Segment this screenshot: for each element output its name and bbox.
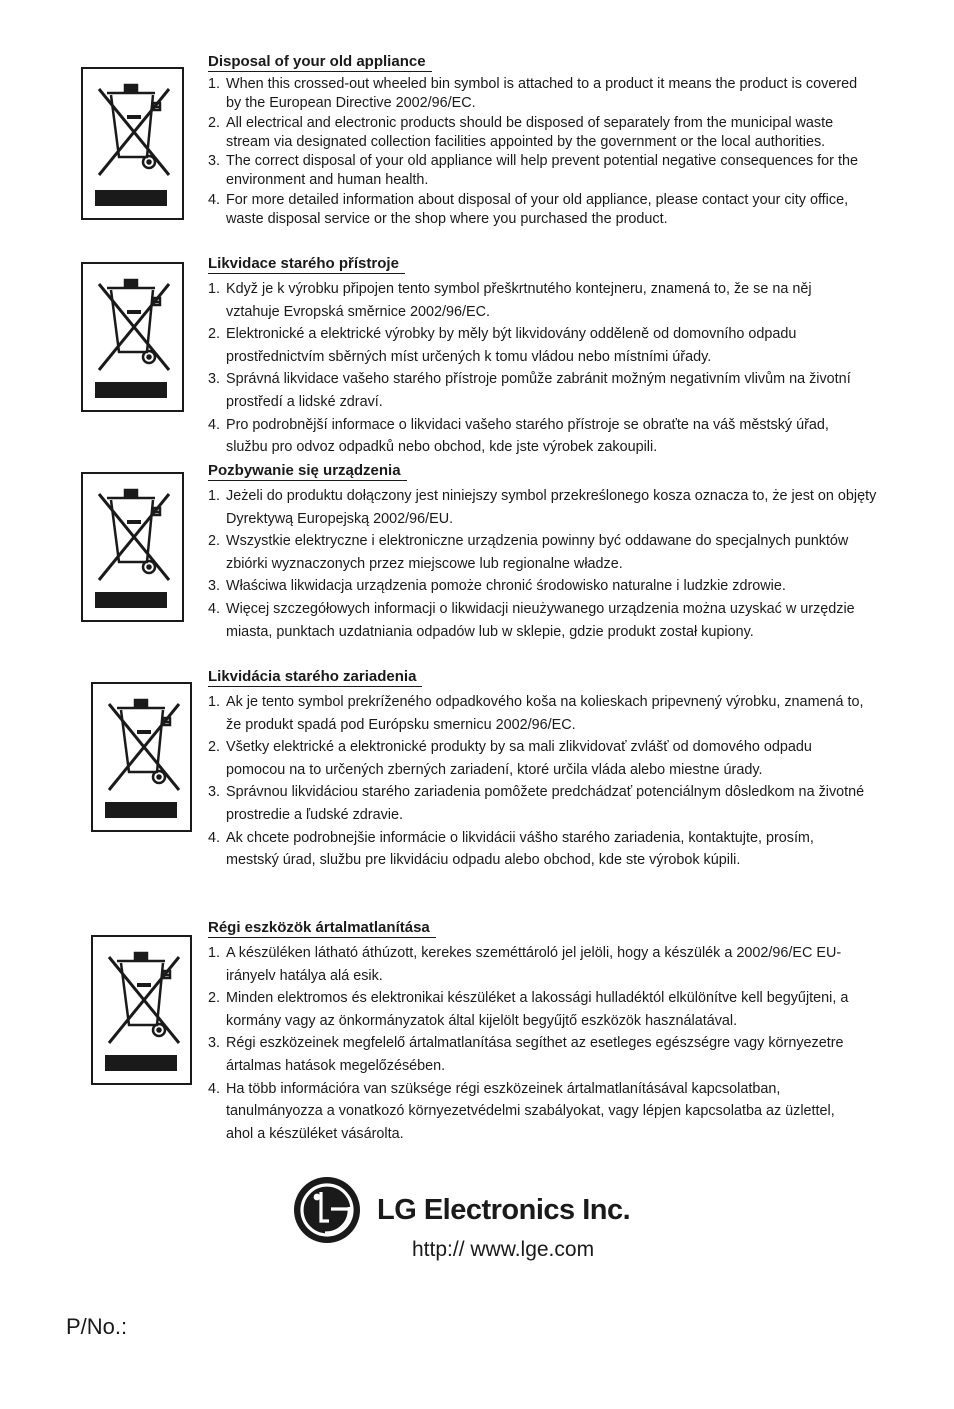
- bin-symbol-bar: [95, 190, 167, 206]
- section-heading: Likvidácia starého zariadenia: [208, 668, 422, 687]
- instruction-list: [208, 75, 868, 229]
- list-item: 4. Ha több információra van szüksége régi eszközeinek ártalmatlanításával kapcsolatban, tanulmányozza a vonatkozó környezetvédelmi szabályokat, vagy lépjen kapcsolatba az üzlettel, ahol a készüléket vásárolta.: [208, 1080, 835, 1142]
- bin-symbol-bar: [105, 1055, 177, 1071]
- lg-logo-icon: [293, 1176, 361, 1244]
- list-item: 4. Więcej szczegółowych informacji o likwidacji nieużywanego urządzenia można uzyskać w urzędzie miasta, punktach uzdatniania odpadów lub w sklepie, gdzie produkt został kupiony.: [208, 600, 855, 640]
- list-item: 2. Všetky elektrické a elektronické produkty by sa mali zlikvidovať zvlášť od domového odpadu pomocou na to určených zberných zariadení, ktoré určila vláda alebo miestne úrady.: [208, 739, 812, 778]
- list-item: 3. Régi eszközeinek megfelelő ártalmatlanítása segíthet az esetleges egészségre vagy környezetre ártalmas hatások megelőzésében.: [208, 1035, 844, 1074]
- list-item: 4. For more detailed information about disposal of your old appliance, please contact your city office, waste disposal service or the shop where you purchased the product.: [208, 191, 849, 228]
- part-number-label: P/No.:: [66, 1314, 128, 1339]
- list-item: 1. When this crossed-out wheeled bin symbol is attached to a product it means the product is covered by the European Directive 2002/96/EC.: [208, 76, 858, 112]
- section-heading: Likvidace starého přístroje: [208, 255, 405, 274]
- bin-symbol-bar: [105, 802, 177, 818]
- bin-symbol-bar: [95, 382, 167, 398]
- crossed-out-wheeled-bin-icon: [91, 682, 192, 832]
- section-heading: Disposal of your old appliance: [208, 53, 432, 72]
- instruction-list: [208, 485, 888, 643]
- lg-brand-block: [293, 1176, 713, 1246]
- list-item: 4. Pro podrobnější informace o likvidaci vašeho starého přístroje se obraťte na váš městský úřad, službu pro odvoz odpadků nebo obchod, kde jste výrobek zakoupili.: [208, 416, 829, 456]
- website-link[interactable]: http:// www.lge.com: [412, 1238, 595, 1261]
- list-item: 2. Elektronické a elektrické výrobky by měly být likvidovány odděleně od domovního odpadu prostřednictvím sběrných míst určených k tomu vládou nebo místními úřady.: [208, 326, 797, 365]
- list-item: 3. Właściwa likwidacja urządzenia pomoże chronić środowisko naturalne i ludzkie zdrowie.: [208, 578, 786, 595]
- brand-name: LG Electronics Inc.: [377, 1194, 631, 1226]
- instruction-list: [208, 278, 868, 459]
- list-item: 4. Ak chcete podrobnejšie informácie o likvidácii vášho starého zariadenia, kontaktujte, prosím, mestský úrad, službu pre likvidáciu odpadu alebo obchod, kde ste výrobok kúpili.: [208, 829, 814, 869]
- section-heading: Pozbywanie się urządzenia: [208, 462, 407, 481]
- list-item: 1. Ak je tento symbol prekríženého odpadkového koša na kolieskach pripevnený výrobku, znamená to, že produkt spadá pod Európsku smernicu 2002/96/EC.: [208, 694, 864, 733]
- list-item: 1. Když je k výrobku připojen tento symbol přeškrtnutého kontejneru, znamená to, že se na něj vztahuje Evropská směrnice 2002/96/EC.: [208, 281, 812, 320]
- list-item: 2. Minden elektromos és elektronikai készüléket a lakossági hulladéktól elkülönítve kell begyűjteni, a kormány vagy az önkormányzatok által kijelölt begyűjtő eszközök használatával.: [208, 990, 849, 1029]
- crossed-out-wheeled-bin-icon: [81, 472, 184, 622]
- crossed-out-wheeled-bin-icon: [81, 67, 184, 220]
- list-item: 1. A készüléken látható áthúzott, kerekes szeméttároló jel jelöli, hogy a készülék a 2002/96/EC EU-irányelv hatálya alá esik.: [208, 945, 842, 984]
- list-item: 2. All electrical and electronic products should be disposed of separately from the municipal waste stream via designated collection facilities appointed by the government or the local authorities.: [208, 114, 834, 150]
- list-item: 1. Jeżeli do produktu dołączony jest niniejszy symbol przekreślonego kosza oznacza to, że jest on objęty Dyrektywą Europejską 2002/96/EU.: [208, 488, 877, 527]
- list-item: 3. Správnou likvidáciou starého zariadenia pomôžete predchádzať potenciálnym dôsledkom na životné prostredie a ľudské zdravie.: [208, 784, 865, 823]
- crossed-out-wheeled-bin-icon: [91, 935, 192, 1085]
- list-item: 3. The correct disposal of your old appliance will help prevent potential negative consequences for the environment and human health.: [208, 153, 858, 189]
- instruction-list: [208, 942, 856, 1145]
- crossed-out-wheeled-bin-icon: [81, 262, 184, 412]
- section-heading: Régi eszközök ártalmatlanítása: [208, 919, 436, 938]
- bin-symbol-bar: [95, 592, 167, 608]
- list-item: 3. Správná likvidace vašeho starého přístroje pomůže zabránit možným negativním vlivům na životní prostředí a lidské zdraví.: [208, 371, 851, 410]
- instruction-list: [208, 691, 868, 872]
- list-item: 2. Wszystkie elektryczne i elektroniczne urządzenia powinny być oddawane do specjalnych punktów zbiórki wyznaczonych przez miejscowe lub regionalne władze.: [208, 533, 849, 572]
